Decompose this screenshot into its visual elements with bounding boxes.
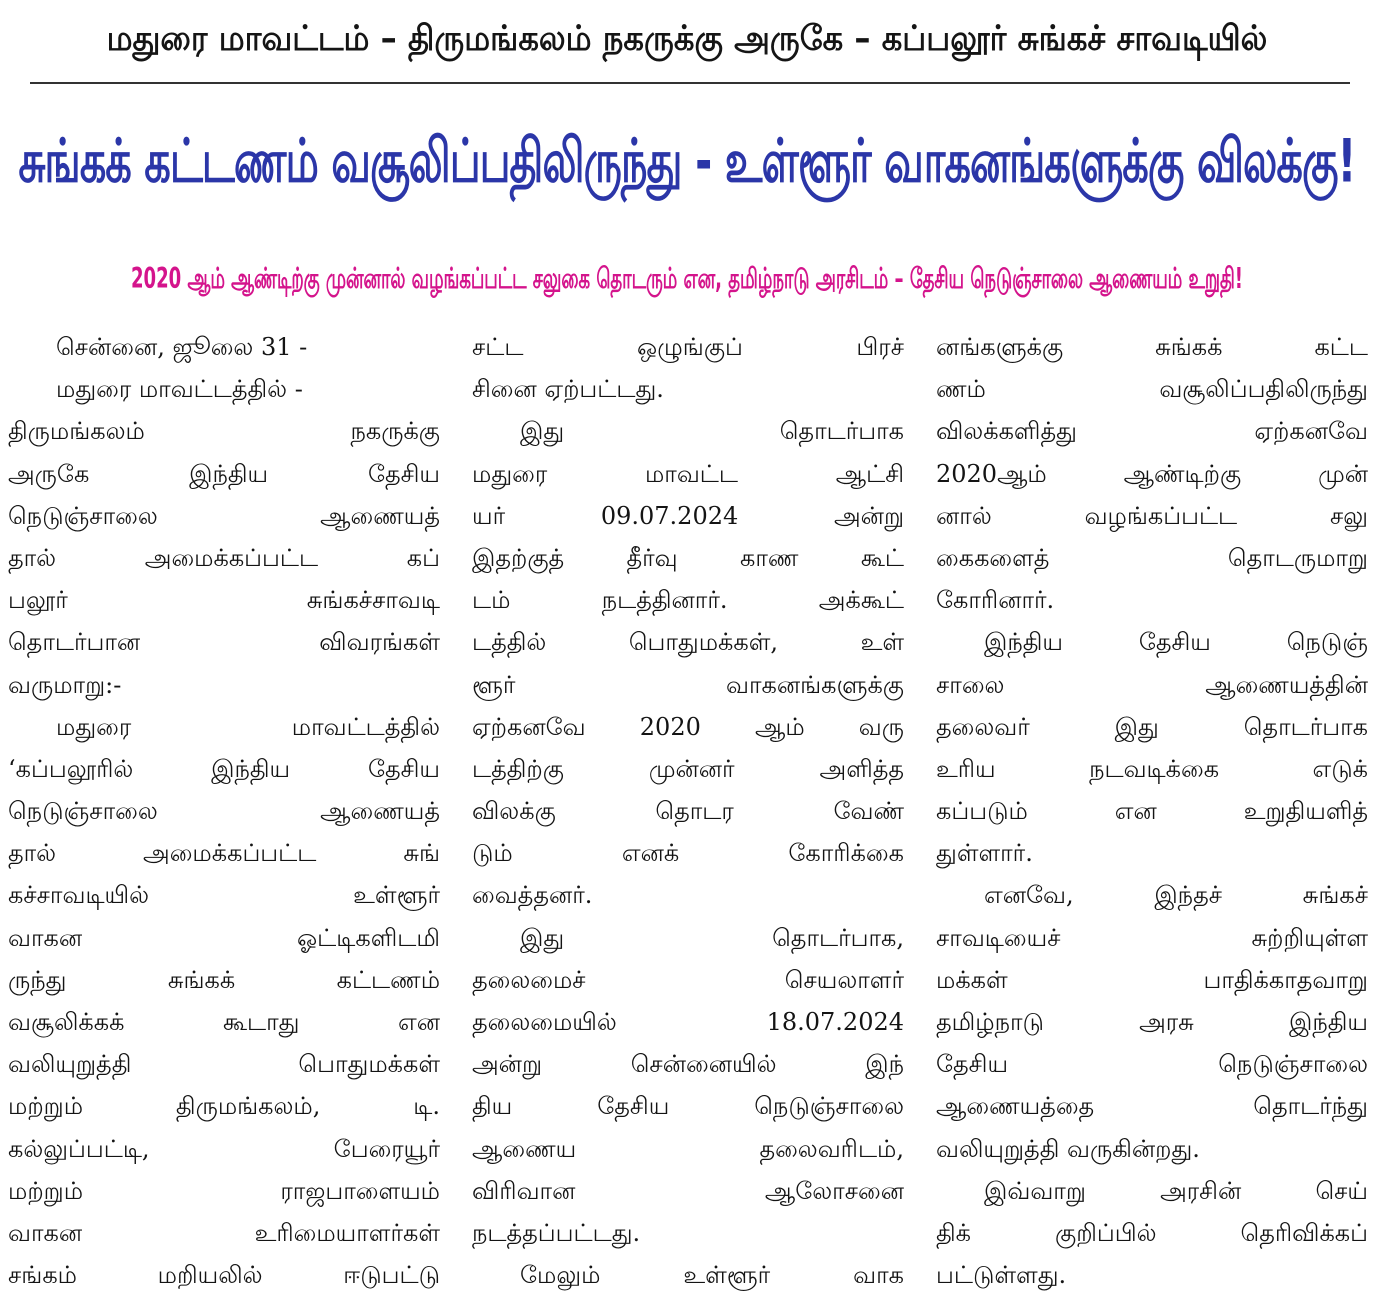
body-line: வலியுறுத்தி பொதுமக்கள் xyxy=(8,1050,440,1079)
body-line: கோரினார். xyxy=(936,586,1055,615)
body-line: மக்கள் பாதிக்காதவாறு xyxy=(936,965,1368,994)
body-line: தேசிய நெடுஞ்சாலை xyxy=(936,1050,1368,1079)
body-line: தலைவர் இது தொடர்பாக xyxy=(936,712,1368,741)
body-line: னால் வழங்கப்பட்ட சலு xyxy=(936,501,1368,530)
body-line: நெடுஞ்சாலை ஆணையத் xyxy=(8,501,440,530)
body-line: தமிழ்நாடு அரசு இந்திய xyxy=(936,1008,1368,1036)
body-line: ஏற்கனவே 2020 ஆம் வரு xyxy=(472,712,904,741)
column-1 xyxy=(8,326,440,1296)
body-line: ருந்து சுங்கக் கட்டணம் xyxy=(8,965,440,994)
body-line: அன்று சென்னையில் இந் xyxy=(472,1050,904,1079)
body-line: மதுரை மாவட்டத்தில் xyxy=(56,712,440,741)
body-line: கைகளைத் தொடருமாறு xyxy=(936,543,1368,572)
article-body xyxy=(8,326,1368,1296)
body-line: சட்ட ஒழுங்குப் பிரச் xyxy=(472,333,904,361)
column-3 xyxy=(936,326,1368,1296)
body-line: சினை ஏற்பட்டது. xyxy=(472,375,664,404)
body-line: தலைமைச் செயலாளர் xyxy=(472,965,904,994)
body-line: டும் எனக் கோரிக்கை xyxy=(472,839,904,868)
body-line: வலியுறுத்தி வருகின்றது. xyxy=(936,1134,1200,1163)
body-line: கப்படும் என உறுதியளித் xyxy=(936,797,1368,826)
body-line: தால் அமைக்கப்பட்ட கப் xyxy=(8,543,440,572)
body-line: 2020ஆம் ஆண்டிற்கு முன் xyxy=(936,459,1368,488)
body-line: ளூர் வாகனங்களுக்கு xyxy=(472,670,904,699)
body-line: நெடுஞ்சாலை ஆணையத் xyxy=(8,797,440,826)
column-2 xyxy=(472,326,904,1296)
body-line: ‘கப்பலூரில் இந்திய தேசிய xyxy=(8,754,440,783)
body-line: சங்கம் மறியலில் ஈடுபட்டு xyxy=(8,1261,440,1290)
body-line: வாகன உரிமையாளர்கள் xyxy=(8,1218,440,1247)
body-line: ஆணைய தலைவரிடம், xyxy=(472,1134,904,1163)
body-line: கல்லுப்பட்டி, பேரையூர் xyxy=(8,1134,440,1163)
body-line: நடத்தப்பட்டது. xyxy=(472,1218,641,1247)
body-line: ணம் வசூலிப்பதிலிருந்து xyxy=(936,375,1368,404)
body-line: கச்சாவடியில் உள்ளூர் xyxy=(8,881,440,910)
body-line: வசூலிக்கக் கூடாது என xyxy=(8,1008,440,1036)
body-line: இது தொடர்பாக xyxy=(520,417,904,446)
body-line: மதுரை மாவட்டத்தில் - xyxy=(56,375,303,404)
body-line: திய தேசிய நெடுஞ்சாலை xyxy=(472,1092,904,1121)
body-line: விலக்கு தொடர வேண் xyxy=(472,797,904,826)
body-line: விரிவான ஆலோசனை xyxy=(472,1176,904,1205)
body-line: மேலும் உள்ளூர் வாக xyxy=(520,1261,904,1290)
body-line: இது தொடர்பாக, xyxy=(520,923,904,952)
headline: சுங்கக் கட்டணம் வசூலிப்பதிலிருந்து - உள்ளூர் வாகனங்களுக்கு விலக்கு! xyxy=(18,126,1356,197)
body-line: வைத்தனர். xyxy=(472,881,593,910)
body-line: டத்தில் பொதுமக்கள், உள் xyxy=(472,628,904,657)
body-line: திக் குறிப்பில் தெரிவிக்கப் xyxy=(936,1218,1368,1247)
body-line: சாவடியைச் சுற்றியுள்ள xyxy=(936,923,1368,952)
body-line: துள்ளார். xyxy=(936,839,1033,868)
body-line: மற்றும் ராஜபாளையம் xyxy=(8,1176,440,1205)
body-line: தொடர்பான விவரங்கள் xyxy=(8,628,440,657)
kicker-line: மதுரை மாவட்டம் – திருமங்கலம் நகருக்கு அருகே – கப்பலூர் சுங்கச் சாவடியில் xyxy=(106,19,1268,59)
body-line: விலக்களித்து ஏற்கனவே xyxy=(936,417,1368,446)
body-line: அருகே இந்திய தேசிய xyxy=(8,459,440,488)
body-line: தால் அமைக்கப்பட்ட சுங் xyxy=(8,839,440,868)
body-line: யர் 09.07.2024 அன்று xyxy=(472,501,904,530)
subheadline: 2020 ஆம் ஆண்டிற்கு முன்னால் வழங்கப்பட்ட சலுகை தொடரும் என, தமிழ்நாடு அரசிடம் – தேசிய நெடுஞ்சாலை ஆணையம் உறுதி! xyxy=(130,261,1244,295)
body-line: பட்டுள்ளது. xyxy=(936,1261,1067,1290)
body-line: சென்னை, ஜூலை 31 - xyxy=(56,333,308,361)
body-line: ஆணையத்தை தொடர்ந்து xyxy=(936,1092,1368,1121)
body-line: வாகன ஓட்டிகளிடமி xyxy=(8,923,440,952)
body-line: சாலை ஆணையத்தின் xyxy=(936,670,1368,699)
body-line: எனவே, இந்தச் சுங்கச் xyxy=(984,881,1368,910)
body-line: னங்களுக்கு சுங்கக் கட்ட xyxy=(936,333,1368,361)
body-line: இதற்குத் தீர்வு காண கூட் xyxy=(472,543,904,572)
body-line: திருமங்கலம் நகருக்கு xyxy=(8,417,440,446)
body-line: வருமாறு:- xyxy=(8,670,122,699)
body-line: தலைமையில் 18.07.2024 xyxy=(472,1008,904,1036)
body-line: மதுரை மாவட்ட ஆட்சி xyxy=(472,459,904,488)
body-line: இவ்வாறு அரசின் செய் xyxy=(984,1176,1368,1205)
body-line: உரிய நடவடிக்கை எடுக் xyxy=(936,754,1368,783)
body-line: பலூர் சுங்கச்சாவடி xyxy=(8,586,440,615)
body-line: மற்றும் திருமங்கலம், டி. xyxy=(8,1092,440,1121)
body-line: டத்திற்கு முன்னர் அளித்த xyxy=(472,754,904,783)
body-line: டம் நடத்தினார். அக்கூட் xyxy=(472,586,904,615)
body-line: இந்திய தேசிய நெடுஞ் xyxy=(984,628,1368,657)
